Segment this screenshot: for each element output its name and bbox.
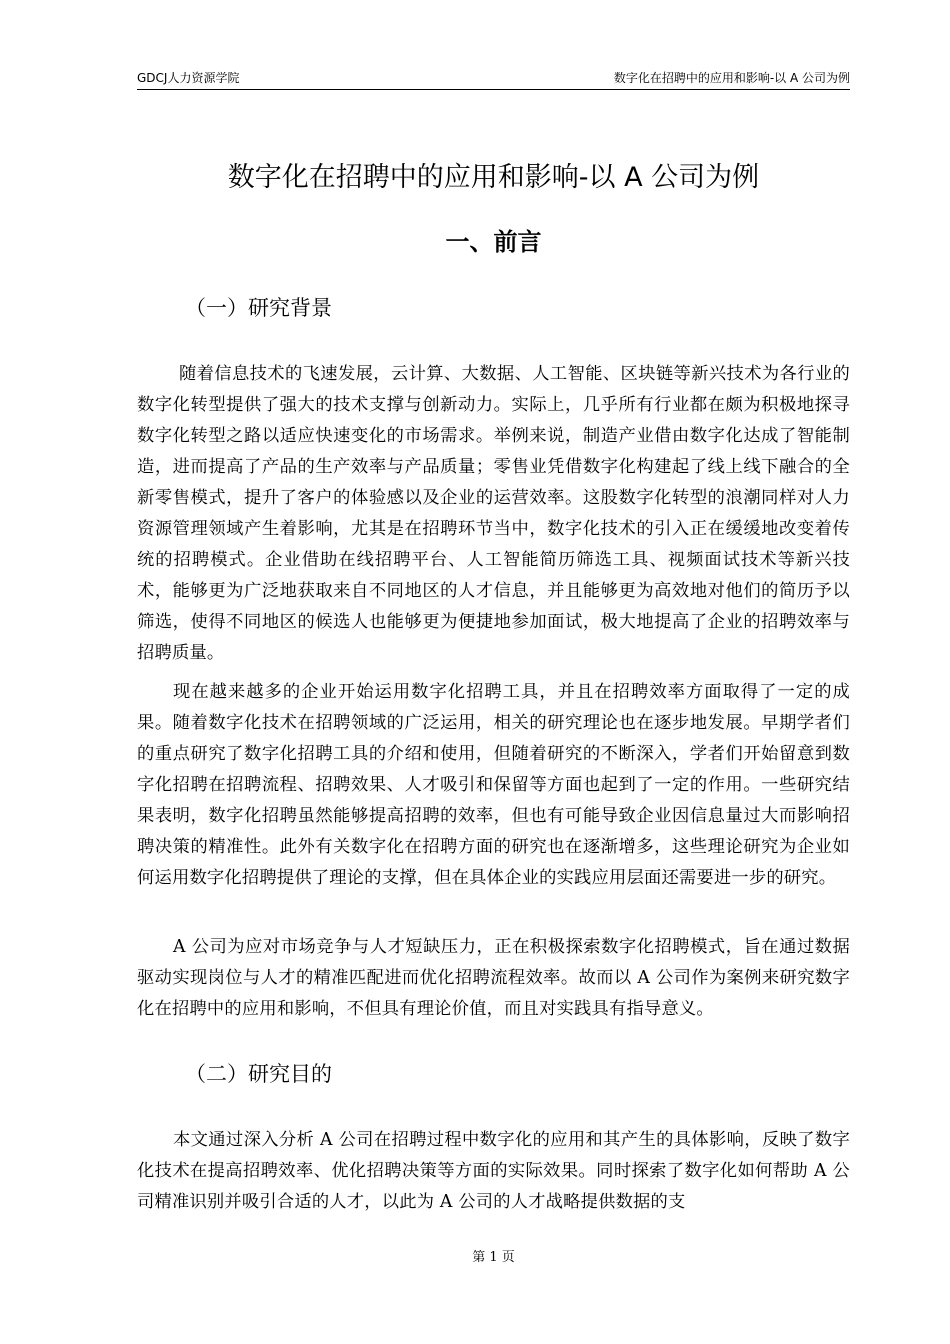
document-title: 数字化在招聘中的应用和影响-以 A 公司为例 [227,162,760,193]
subsection-heading-background: （一）研究背景 [185,296,332,320]
subsection-heading-purpose: （二）研究目的 [185,1062,332,1086]
page-header [137,67,850,90]
paragraph-background-2: 现在越来越多的企业开始运用数字化招聘工具，并且在招聘效率方面取得了一定的成果。随着数字化技术在招聘领域的广泛运用，相关的研究理论也在逐步地发展。早期学者们的重点研究了数字化招聘工具的介绍和使用，但随着研究的不断深入，学者们开始留意到数字化招聘在招聘流程、招聘效果、人才吸引和保留等方面也起到了一定的作用。一些研究结果表明，数字化招聘虽然能够提高招聘的效率，但也有可能导致企业因信息量过大而影响招聘决策的精准性。此外有关数字化在招聘方面的研究也在逐渐增多，这些理论研究为企业如何运用数字化招聘提供了理论的支撑，但在具体企业的实践应用层面还需要进一步的研究。 [137,682,850,888]
header-running-title: 数字化在招聘中的应用和影响-以 A 公司为例 [613,71,850,85]
paragraph-purpose-1: 本文通过深入分析 A 公司在招聘过程中数字化的应用和其产生的具体影响，反映了数字化技术在提高招聘效率、优化招聘决策等方面的实际效果。同时探索了数字化如何帮助 A 公司精准识别并吸引合适的人才，以此为 A 公司的人才战略提供数据的支 [137,1130,850,1212]
paragraph-background-3: A 公司为应对市场竞争与人才短缺压力，正在积极探索数字化招聘模式，旨在通过数据驱动实现岗位与人才的精准匹配进而优化招聘流程效率。故而以 A 公司作为案例来研究数字化在招聘中的应用和影响，不但具有理论价值，而且对实践具有指导意义。 [137,937,850,1019]
header-institution: GDCJ人力资源学院 [137,71,240,85]
page-number: 第 1 页 [472,1250,515,1265]
section-heading-preface: 一、前言 [445,228,542,256]
paragraph-background-1: 随着信息技术的飞速发展，云计算、大数据、人工智能、区块链等新兴技术为各行业的数字化转型提供了强大的技术支撑与创新动力。实际上，几乎所有行业都在颇为积极地探寻数字化转型之路以适应快速变化的市场需求。举例来说，制造产业借由数字化达成了智能制造，进而提高了产品的生产效率与产品质量；零售业凭借数字化构建起了线上线下融合的全新零售模式，提升了客户的体验感以及企业的运营效率。这股数字化转型的浪潮同样对人力资源管理领域产生着影响，尤其是在招聘环节当中，数字化技术的引入正在缓缓地改变着传统的招聘模式。企业借助在线招聘平台、人工智能简历筛选工具、视频面试技术等新兴技术，能够更为广泛地获取来自不同地区的人才信息，并且能够更为高效地对他们的简历予以筛选，使得不同地区的候选人也能够更为便捷地参加面试，极大地提高了企业的招聘效率与招聘质量。 [137,364,850,663]
